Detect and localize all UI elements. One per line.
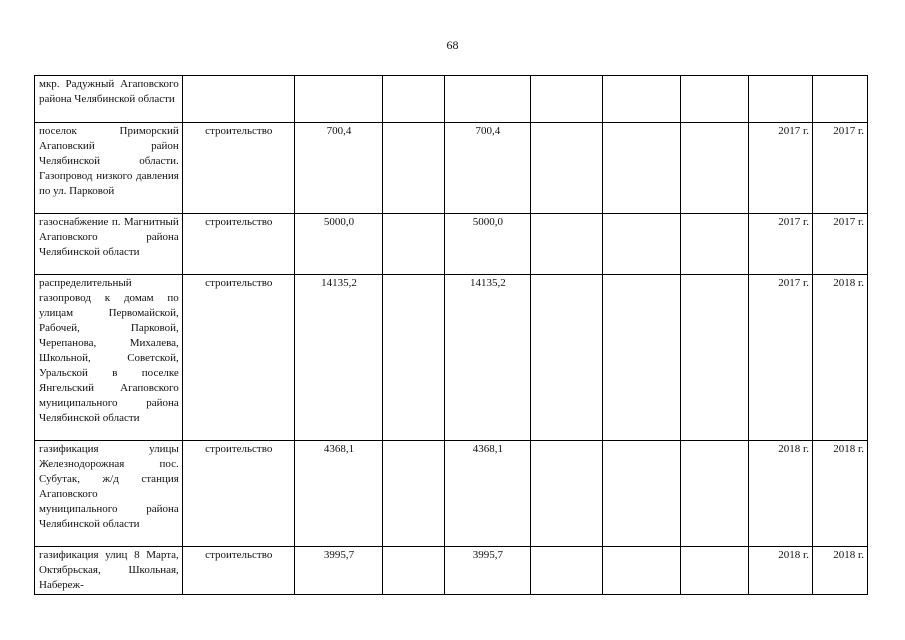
empty-cell xyxy=(383,547,444,595)
end-year-cell: 2018 г. xyxy=(813,547,868,595)
empty-cell xyxy=(383,214,444,275)
empty-cell xyxy=(531,547,603,595)
start-year-cell xyxy=(748,76,812,123)
empty-cell xyxy=(602,275,680,441)
funding-amount-cell: 5000,0 xyxy=(444,214,531,275)
empty-cell xyxy=(602,214,680,275)
total-amount-cell: 4368,1 xyxy=(294,441,383,547)
end-year-cell: 2018 г. xyxy=(813,441,868,547)
table-row xyxy=(35,441,868,547)
empty-cell xyxy=(681,275,749,441)
object-name-cell: поселок Приморский Агаповский район Челябинской области. Газопровод низкого давления по ул. Парковой xyxy=(35,123,183,214)
empty-cell xyxy=(681,441,749,547)
funding-amount-cell: 3995,7 xyxy=(444,547,531,595)
object-name-cell: газоснабжение п. Магнитный Агаповского района Челябинской области xyxy=(35,214,183,275)
end-year-cell xyxy=(813,76,868,123)
empty-cell xyxy=(383,441,444,547)
table-row xyxy=(35,123,868,214)
funding-amount-cell: 4368,1 xyxy=(444,441,531,547)
empty-cell xyxy=(602,123,680,214)
total-amount-cell: 3995,7 xyxy=(294,547,383,595)
start-year-cell: 2017 г. xyxy=(748,275,812,441)
empty-cell xyxy=(681,76,749,123)
funding-amount-cell: 700,4 xyxy=(444,123,531,214)
start-year-cell: 2018 г. xyxy=(748,441,812,547)
table-row xyxy=(35,547,868,595)
total-amount-cell: 14135,2 xyxy=(294,275,383,441)
object-name-cell: мкр. Радужный Агаповского района Челябинской области xyxy=(35,76,183,123)
total-amount-cell xyxy=(294,76,383,123)
funding-amount-cell: 14135,2 xyxy=(444,275,531,441)
empty-cell xyxy=(531,441,603,547)
empty-cell xyxy=(681,123,749,214)
empty-cell xyxy=(531,214,603,275)
start-year-cell: 2017 г. xyxy=(748,214,812,275)
total-amount-cell: 5000,0 xyxy=(294,214,383,275)
funding-amount-cell xyxy=(444,76,531,123)
empty-cell xyxy=(531,123,603,214)
table-row xyxy=(35,275,868,441)
work-type-cell: строительство xyxy=(182,123,294,214)
empty-cell xyxy=(681,547,749,595)
object-name-cell: газификация улиц 8 Марта, Октябрьская, Школьная, Набереж- xyxy=(35,547,183,595)
empty-cell xyxy=(383,275,444,441)
empty-cell xyxy=(383,123,444,214)
work-type-cell: строительство xyxy=(182,547,294,595)
investment-table xyxy=(34,75,868,595)
work-type-cell xyxy=(182,76,294,123)
page-number: 68 xyxy=(446,38,459,52)
end-year-cell: 2018 г. xyxy=(813,275,868,441)
table-row xyxy=(35,76,868,123)
start-year-cell: 2018 г. xyxy=(748,547,812,595)
start-year-cell: 2017 г. xyxy=(748,123,812,214)
empty-cell xyxy=(531,275,603,441)
object-name-cell: распределительный газопровод к домам по улицам Первомайской, Рабочей, Парковой, Черепанова, Михалева, Школьной, Советской, Уральской в поселке Янгельский Агаповского муниципального района Челябинской области xyxy=(35,275,183,441)
empty-cell xyxy=(602,441,680,547)
work-type-cell: строительство xyxy=(182,214,294,275)
empty-cell xyxy=(681,214,749,275)
object-name-cell: газификация улицы Железнодорожная пос. Субутак, ж/д станция Агаповского муниципального района Челябинской области xyxy=(35,441,183,547)
empty-cell xyxy=(531,76,603,123)
table-row xyxy=(35,214,868,275)
end-year-cell: 2017 г. xyxy=(813,123,868,214)
work-type-cell: строительство xyxy=(182,275,294,441)
work-type-cell: строительство xyxy=(182,441,294,547)
empty-cell xyxy=(602,547,680,595)
empty-cell xyxy=(383,76,444,123)
end-year-cell: 2017 г. xyxy=(813,214,868,275)
total-amount-cell: 700,4 xyxy=(294,123,383,214)
empty-cell xyxy=(602,76,680,123)
